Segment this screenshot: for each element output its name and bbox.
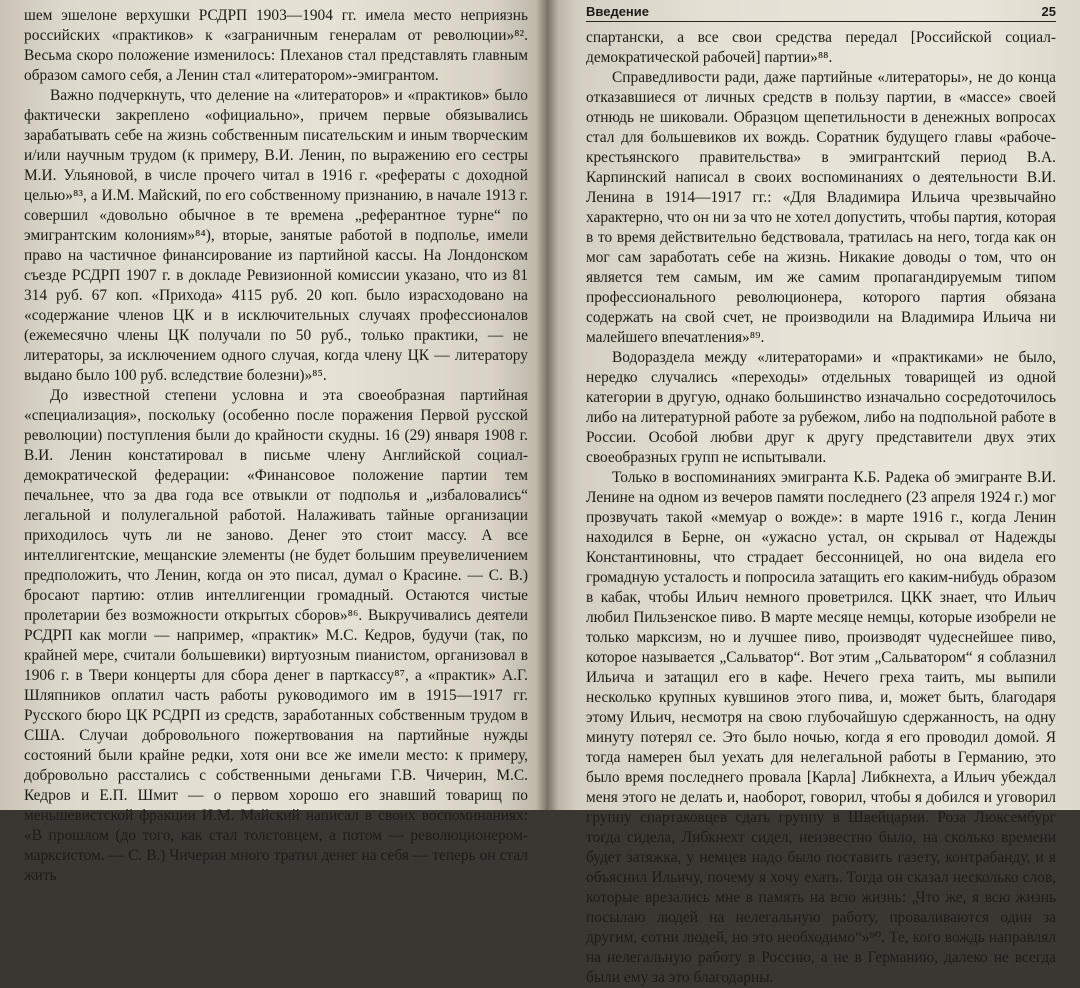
right-paragraph-2: Справедливости ради, даже партийные «литераторы», не до конца отказавшиеся от личных средств в пользу партии, в «массе» своей отнюдь не шиковали. Образцом щепетильности в денежных вопросах стал для большевиков их вождь. Соратник будущего главы «рабоче-крестьянского правительства» в эмигрантский период В.А. Карпинский написал в своих воспоминаниях о деятельности В.И. Ленина в 1914—1917 гг.: «Для Владимира Ильича чрезвычайно характерно, что он ни за что не хотел допустить, чтобы партия, которая в то время действительно бедствовала, тратилась на него, тогда как он мог сам заработать себе на жизнь. Никакие доводы о том, что он является тем самым, им же самим пропагандируемым типом профессионального революционера, которого партия обязана содержать на свой счет, не производили на Владимира Ильича ни малейшего впечатления»⁸⁹. [586,69,1056,346]
left-paragraph-1: шем эшелоне верхушки РСДРП 1903—1904 гг. имела место неприязнь российских «практиков» к «заграничным генералам от революции»⁸². Весьма скоро положение изменилось: Плеханов стал представлять главным образом самого себя, а Ленин стал «литератором»-эмигрантом. [24,7,528,84]
left-paragraph-2: Важно подчеркнуть, что деление на «литераторов» и «практиков» было фактически закреплено «официально», причем первые обязывались зарабатывать себе на жизнь собственным писательским и иным творческим и/или научным трудом (к примеру, В.И. Ленин, по выражению его сестры М.И. Ульяновой, в числе прочего читал в 1916 г. «рефераты с доходной целью»⁸³, а И.М. Майский, по его собственному признанию, в начале 1913 г. совершил «довольно обычное в те времена „реферантное турне“ по эмигрантским колониям»⁸⁴), вторые, занятые работой в подполье, имели право на частичное финансирование из партийной кассы. На Лондонском съезде РСДРП 1907 г. в докладе Ревизионной комиссии указано, что из 81 314 руб. 67 коп. «Прихода» 4115 руб. 20 коп. было израсходовано на «содержание членов ЦК и в исключительных случаях профессионалов (ежемесячно члены ЦК получали по 50 руб., только практики, — не литераторы, за исключением одного случая, когда члену ЦК — литератору выдано было 100 руб. вследствие болезни)»⁸⁵. [24,87,528,384]
running-head [586,0,1056,22]
chapter-title: Введение [586,4,649,19]
left-page [0,0,546,884]
book-gutter [536,0,558,810]
right-paragraph-4: Только в воспоминаниях эмигранта К.Б. Радека об эмигранте В.И. Ленине на одном из вечеров памяти последнего (23 апреля 1924 г.) мог прозвучать такой «мемуар о вожде»: в марте 1916 г., когда Ленин находился в Берне, он «ужасно устал, он скрывал от Надежды Константиновны, что страдает бессонницей, но она видела его громадную усталость и попросила затащить его каким-нибудь образом в кабак, чтобы Ильич немного проветрился. ЦКК знает, что Ильич любил Пильзенское пиво. В марте месяце немцы, которые изобрели не только марксизм, но и лучшее пиво, производят чудеснейшее пиво, которое называется „Сальватор“. Вот этим „Сальватором“ я соблазнил Ильича и затащил его в кафе. Нечего греха таить, мы выпили несколько крупных кувшинов этого пива, и, может быть, благодаря этому Ильич, несмотря на свою глубочайшую сдержанность, на одну минуту потерял се. Это было ночью, когда я его проводил домой. Я тогда намерен был уехать для нелегальной работы в Германию, это было время последнего провала [Карла] Либкнехта, а Ильич убеждал меня этого не делать и, наоборот, говорил, чтобы я добился и уговорил группу спартаковцев сдать группу в Швейцарии. Роза Люксембург тогда сидела, Либкнехт сидел, неизвестно было, на сколько времени будет затяжка, у немцев надо было поставить газету, контрабанду, и я объяснил Ильичу, почему я хочу ехать. Тогда он сказал несколько слов, которые врезались мне в память на всю жизнь: „Что же, я всю жизнь посылаю людей на нелегальную работу, проваливаются один за другим, сотни людей, но это необходимо“»⁹⁰. Те, кого вождь направлял на нелегальную работу в Россию, а не в Германию, далеко не всегда были ему за это благодарны. [586,469,1056,986]
page-number: 25 [1041,4,1056,19]
right-paragraph-1: спартански, а все свои средства передал [Российской социал-демократической рабочей] партии»⁸⁸. [586,29,1056,66]
right-page [546,0,1080,986]
right-paragraph-3: Водораздела между «литераторами» и «практиками» не было, нередко случались «переходы» отдельных товарищей из одной категории в другую, однако большинство изначально сосредоточилось либо на литературной работе за рубежом, либо на подпольной работе в России. Особой любви друг к другу представители двух этих своеобразных групп не испытывали. [586,349,1056,466]
left-paragraph-3: До известной степени условна и эта своеобразная партийная «специализация», поскольку (особенно после поражения Первой русской революции) поступления были до крайности скудны. 16 (29) января 1908 г. В.И. Ленин констатировал в письме члену Английской социал-демократической федерации: «Финансовое положение партии тем печальнее, что за два года все отвыкли от подполья и „избаловались“ легальной и полулегальной работой. Налаживать тайные организации приходилось чуть ли не заново. Денег это стоит массу. А все интеллигентские, мещанские элементы (не будет большим преувеличением предположить, что Ленин, когда он это писал, думал о Красине. — С. В.) бросают партию: отлив интеллигенции громадный. Остаются чистые пролетарии без возможности открытых сборов»⁸⁶. Выкручивались деятели РСДРП как могли — например, «практик» М.С. Кедров, будучи (так, по крайней мере, считали большевики) виртуозным пианистом, организовал в 1906 г. в Твери концерты для сбора денег в парткассу⁸⁷, а «практик» А.Г. Шляпников оплатил часть работы руководимого им в 1915—1917 гг. Русского бюро ЦК РСДРП из средств, заработанных собственным трудом в США. Случаи добровольного пожертвования на партийные нужды состояний были крайне редки, хотя они все же имели место: к примеру, добровольно расстались с собственными деньгами Г.В. Чичерин, М.С. Кедров и Е.П. Шмит — о первом хорошо его знавший товарищ по меньшевистской фракции И.М. Майский написал в своих воспоминаниях: «В прошлом (до того, как стал толстовцем, а потом — революционером-марксистом. — С. В.) Чичерин много тратил денег на себя — теперь он стал жить [24,387,528,884]
